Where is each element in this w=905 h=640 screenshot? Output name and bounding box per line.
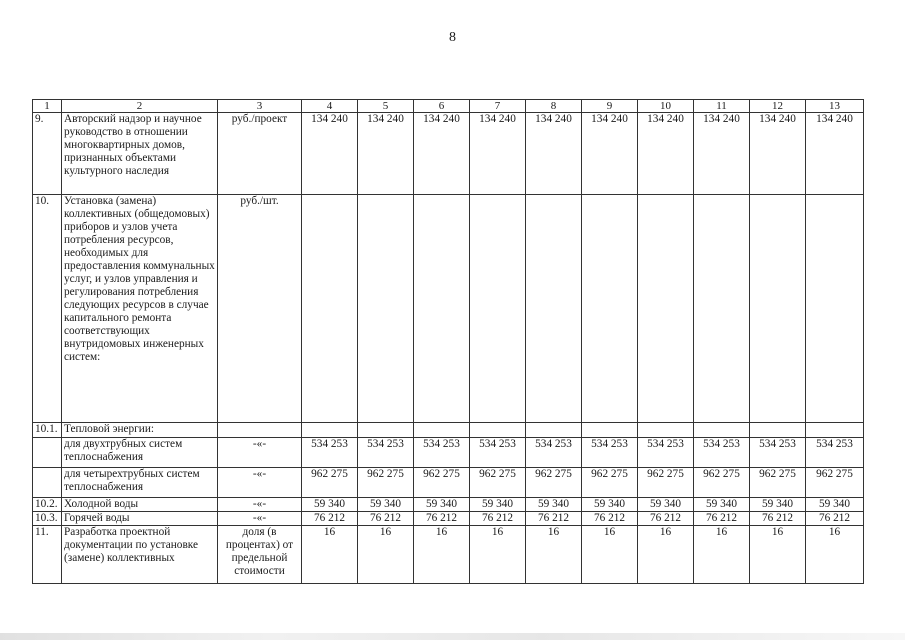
item-name-cell: Авторский надзор и научное руководство в отношении многоквартирных домов, признанных объектами культурного наследия (62, 113, 218, 195)
value-cell: 534 253 (470, 438, 526, 468)
value-cell: 59 340 (414, 498, 470, 512)
value-cell: 16 (526, 526, 582, 584)
value-cell: 16 (470, 526, 526, 584)
value-cell: 134 240 (694, 113, 750, 195)
column-header: 5 (358, 100, 414, 113)
value-cell: 76 212 (358, 512, 414, 526)
value-cell: 76 212 (470, 512, 526, 526)
value-cell: 16 (750, 526, 806, 584)
column-header: 1 (33, 100, 62, 113)
value-cell: 962 275 (806, 468, 864, 498)
unit-cell: -«- (218, 468, 302, 498)
value-cell (470, 195, 526, 423)
row-number-cell: 11. (33, 526, 62, 584)
value-cell: 59 340 (750, 498, 806, 512)
row-number-cell: 10.1. (33, 423, 62, 438)
value-cell: 16 (302, 526, 358, 584)
table-row (33, 423, 864, 438)
value-cell: 534 253 (358, 438, 414, 468)
value-cell (470, 423, 526, 438)
value-cell: 59 340 (470, 498, 526, 512)
value-cell (414, 423, 470, 438)
value-cell: 59 340 (302, 498, 358, 512)
value-cell: 962 275 (526, 468, 582, 498)
value-cell: 534 253 (414, 438, 470, 468)
value-cell: 962 275 (638, 468, 694, 498)
column-header: 2 (62, 100, 218, 113)
header-row (33, 100, 864, 113)
value-cell: 76 212 (806, 512, 864, 526)
column-header: 4 (302, 100, 358, 113)
value-cell: 76 212 (750, 512, 806, 526)
table-row (33, 498, 864, 512)
unit-cell: -«- (218, 498, 302, 512)
value-cell: 134 240 (526, 113, 582, 195)
row-number-cell: 9. (33, 113, 62, 195)
value-cell (806, 423, 864, 438)
value-cell (750, 423, 806, 438)
item-name-cell: Холодной воды (62, 498, 218, 512)
value-cell (694, 423, 750, 438)
item-name-cell: Тепловой энергии: (62, 423, 218, 438)
value-cell (414, 195, 470, 423)
item-name-cell: Установка (замена) коллективных (общедомовых) приборов и узлов учета потребления ресурсов, необходимых для предоставления коммунальных услуг, и узлов управления и регулирования потребления следующих ресурсов в случае капитального ремонта соответствующих внутридомовых инженерных систем: (62, 195, 218, 423)
value-cell: 534 253 (750, 438, 806, 468)
value-cell: 59 340 (638, 498, 694, 512)
row-number-cell: 10. (33, 195, 62, 423)
value-cell (638, 195, 694, 423)
value-cell: 962 275 (582, 468, 638, 498)
value-cell: 134 240 (638, 113, 694, 195)
value-cell: 962 275 (358, 468, 414, 498)
value-cell: 534 253 (582, 438, 638, 468)
unit-cell: -«- (218, 438, 302, 468)
row-number-cell: 10.3. (33, 512, 62, 526)
value-cell: 962 275 (750, 468, 806, 498)
value-cell: 76 212 (638, 512, 694, 526)
value-cell: 59 340 (526, 498, 582, 512)
column-header: 9 (582, 100, 638, 113)
value-cell: 134 240 (358, 113, 414, 195)
value-cell: 134 240 (302, 113, 358, 195)
value-cell (694, 195, 750, 423)
value-cell: 16 (638, 526, 694, 584)
value-cell: 962 275 (694, 468, 750, 498)
column-header: 7 (470, 100, 526, 113)
table-row (33, 113, 864, 195)
value-cell (750, 195, 806, 423)
value-cell: 534 253 (638, 438, 694, 468)
table-row (33, 512, 864, 526)
page-number: 8 (449, 30, 456, 45)
value-cell: 16 (806, 526, 864, 584)
row-number-cell (33, 438, 62, 468)
unit-cell: руб./шт. (218, 195, 302, 423)
value-cell: 534 253 (806, 438, 864, 468)
value-cell (806, 195, 864, 423)
column-header: 12 (750, 100, 806, 113)
table-row (33, 526, 864, 584)
column-header: 10 (638, 100, 694, 113)
column-header: 11 (694, 100, 750, 113)
value-cell (302, 423, 358, 438)
scan-artifact (0, 633, 905, 640)
value-cell (302, 195, 358, 423)
value-cell: 534 253 (694, 438, 750, 468)
unit-cell: руб./проект (218, 113, 302, 195)
table-row (33, 468, 864, 498)
value-cell: 76 212 (414, 512, 470, 526)
value-cell (526, 423, 582, 438)
column-header: 3 (218, 100, 302, 113)
column-header: 6 (414, 100, 470, 113)
value-cell: 16 (358, 526, 414, 584)
value-cell: 534 253 (302, 438, 358, 468)
value-cell (638, 423, 694, 438)
value-cell: 16 (414, 526, 470, 584)
value-cell: 76 212 (582, 512, 638, 526)
value-cell: 134 240 (414, 113, 470, 195)
value-cell: 134 240 (582, 113, 638, 195)
value-cell: 59 340 (694, 498, 750, 512)
value-cell: 962 275 (470, 468, 526, 498)
value-cell (582, 195, 638, 423)
unit-cell: -«- (218, 512, 302, 526)
value-cell (582, 423, 638, 438)
value-cell: 134 240 (750, 113, 806, 195)
value-cell (358, 195, 414, 423)
value-cell: 76 212 (526, 512, 582, 526)
value-cell: 16 (582, 526, 638, 584)
value-cell: 76 212 (302, 512, 358, 526)
value-cell: 59 340 (358, 498, 414, 512)
value-cell: 76 212 (694, 512, 750, 526)
value-cell (526, 195, 582, 423)
column-header: 13 (806, 100, 864, 113)
table-body (33, 100, 864, 584)
value-cell: 59 340 (806, 498, 864, 512)
item-name-cell: для двухтрубных систем теплоснабжения (62, 438, 218, 468)
value-cell: 534 253 (526, 438, 582, 468)
value-cell: 134 240 (806, 113, 864, 195)
column-header: 8 (526, 100, 582, 113)
value-cell: 962 275 (302, 468, 358, 498)
row-number-cell (33, 468, 62, 498)
unit-cell (218, 423, 302, 438)
item-name-cell: Горячей воды (62, 512, 218, 526)
cost-table (32, 99, 864, 584)
table-row (33, 195, 864, 423)
item-name-cell: для четырехтрубных систем теплоснабжения (62, 468, 218, 498)
row-number-cell: 10.2. (33, 498, 62, 512)
value-cell: 962 275 (414, 468, 470, 498)
unit-cell: доля (в процентах) от предельной стоимости (218, 526, 302, 584)
value-cell: 134 240 (470, 113, 526, 195)
value-cell: 59 340 (582, 498, 638, 512)
item-name-cell: Разработка проектной документации по установке (замене) коллективных (62, 526, 218, 584)
value-cell (358, 423, 414, 438)
value-cell: 16 (694, 526, 750, 584)
table-row (33, 438, 864, 468)
